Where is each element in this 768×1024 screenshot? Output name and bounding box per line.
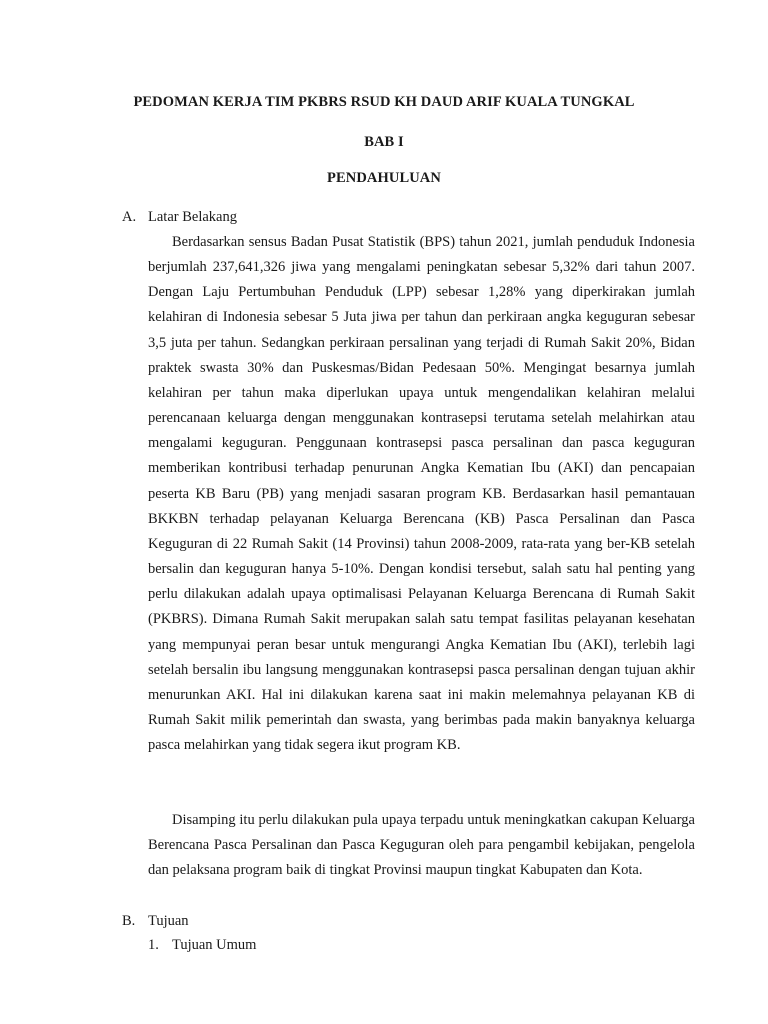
- chapter-number: BAB I: [364, 134, 404, 150]
- chapter-title: PENDAHULUAN: [327, 170, 441, 186]
- body-paragraph: Disamping itu perlu dilakukan pula upaya terpadu untuk meningkatkan cakupan Keluarga Berencana Pasca Persalinan dan Pasca Keguguran oleh para pengambil kebijakan, pengelola dan pelaksana program baik di tingkat Provinsi maupun tingkat Kabupaten dan Kota.: [148, 812, 695, 879]
- section-heading-text: Tujuan: [148, 913, 189, 929]
- subsection-marker: 1.: [148, 937, 159, 953]
- subsection-heading-tujuan-umum: [148, 935, 256, 955]
- body-paragraph: Berdasarkan sensus Badan Pusat Statistik (BPS) tahun 2021, jumlah penduduk Indonesia berjumlah 237,641,326 jiwa yang mengalami peningkatan sebesar 5,32% dari tahun 2007. Dengan Laju Pertumbuhan Penduduk (LPP) sebesar 1,28% yang diperkirakan jumlah kelahiran di Indonesia sebesar 5 Juta jiwa per tahun dan perkiraan angka keguguran sebesar 3,5 juta per tahun. Sedangkan perkiraan persalinan yang terjadi di Rumah Sakit 20%, Bidan praktek swasta 30% dan Puskesmas/Bidan Pedesaan 50%. Mengingat besarnya jumlah kelahiran per tahun maka diperlukan upaya untuk mengendalikan kelahiran melalui perencanaan keluarga dengan menggunakan kontrasepsi terutama setelah melahirkan atau mengalami keguguran. Penggunaan kontrasepsi pasca persalinan dan pasca keguguran memberikan kontribusi terhadap penurunan Angka Kematian Ibu (AKI) dan pencapaian peserta KB Baru (PB) yang menjadi sasaran program KB. Berdasarkan hasil pemantauan BKKBN terhadap pelayanan Keluarga Berencana (KB) Pasca Persalinan dan Pasca Keguguran di 22 Rumah Sakit (14 Provinsi) tahun 2008-2009, rata-rata yang ber-KB setelah bersalin dan keguguran hanya 5-10%. Dengan kondisi tersebut, salah satu hal penting yang perlu dilakukan adalah upaya optimalisasi Pelayanan Keluarga Berencana di Rumah Sakit (PKBRS). Dimana Rumah Sakit merupakan salah satu tempat fasilitas pelayanan kesehatan yang mempunyai peran besar untuk mengurangi Angka Kematian Ibu (AKI), terlebih lagi setelah bersalin ibu langsung menggunakan kontrasepsi pasca persalinan dengan tujuan akhir menurunkan AKI. Hal ini dilakukan karena saat ini makin melemahnya pelayanan KB di Rumah Sakit milik pemerintah dan swasta, yang berimbas pada makin banyaknya keluarga pasca melahirkan yang tidak segera ikut program KB.: [148, 234, 695, 754]
- section-marker: B.: [122, 913, 136, 929]
- section-heading-tujuan: [122, 911, 189, 931]
- section-heading-text: Latar Belakang: [148, 209, 237, 225]
- section-heading-latar-belakang: [122, 207, 237, 227]
- subsection-heading-text: Tujuan Umum: [172, 937, 257, 953]
- section-marker: A.: [122, 209, 137, 225]
- document-title: PEDOMAN KERJA TIM PKBRS RSUD KH DAUD ARIF KUALA TUNGKAL: [133, 94, 635, 110]
